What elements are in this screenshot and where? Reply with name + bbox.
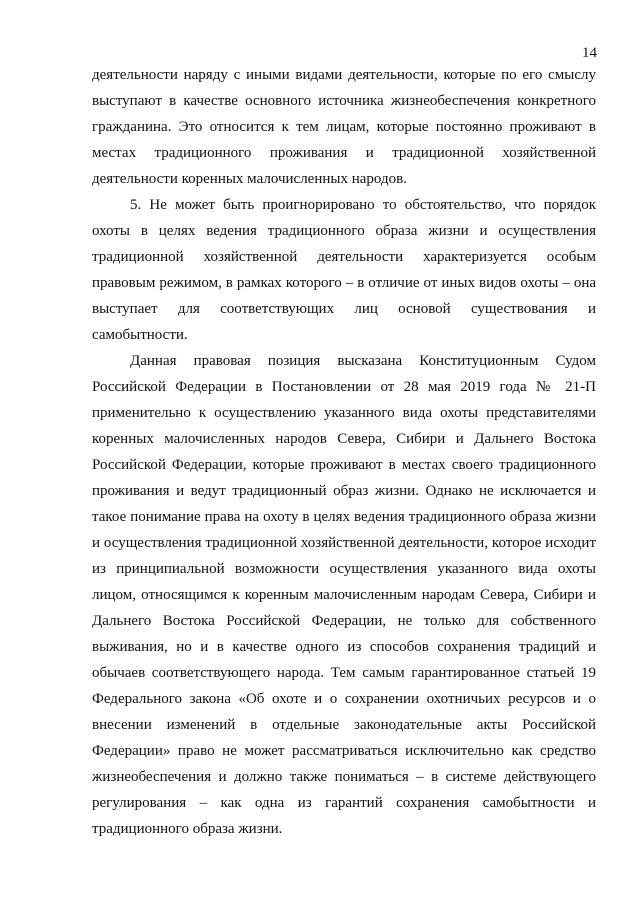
paragraph-point-5: 5. Не может быть проигнорировано то обстоятельство, что порядок охоты в целях ведения традиционного образа жизни и осуществления традиционной хозяйственной деятельности характеризуется особым правовым режимом, в рамках которого – в отличие от иных видов охоты – она выступает для соответствующих лиц основой существования и самобытности. bbox=[92, 197, 596, 343]
paragraph-continuation: деятельности наряду с иными видами деятельности, которые по его смыслу выступают в качестве основного источника жизнеобеспечения конкретного гражданина. Это относится к тем лицам, которые постоянно проживают в местах традиционного проживания и традиционной хозяйственной деятельности коренных малочисленных народов. bbox=[92, 67, 596, 187]
paragraph-legal-position: Данная правовая позиция высказана Конституционным Судом Российской Федерации в Постановлении от 28 мая 2019 года № 21-П применительно к осуществлению указанного вида охоты представителями коренных малочисленных народов Севера, Сибири и Дальнего Востока Российской Федерации, которые проживают в местах своего традиционного проживания и ведут традиционный образ жизни. Однако не исключается и такое понимание права на охоту в целях ведения традиционного образа жизни и осуществления традиционной хозяйственной деятельности, которое исходит из принципиальной возможности осуществления указанного вида охоты лицом, относящимся к коренным малочисленным народам Севера, Сибири и Дальнего Востока Российской Федерации, не только для собственного выживания, но и в качестве одного из способов сохранения традиций и обычаев соответствующего народа. Тем самым гарантированное статьей 19 Федерального закона «Об охоте и о сохранении охотничьих ресурсов и о внесении изменений в отдельные законодательные акты Российской Федерации» право не может рассматриваться исключительно как средство жизнеобеспечения и должно также пониматься – в системе действующего регулирования – как одна из гарантий сохранения самобытности и традиционного образа жизни. bbox=[92, 353, 596, 837]
body-text bbox=[92, 62, 596, 842]
page-number: 14 bbox=[582, 45, 597, 61]
